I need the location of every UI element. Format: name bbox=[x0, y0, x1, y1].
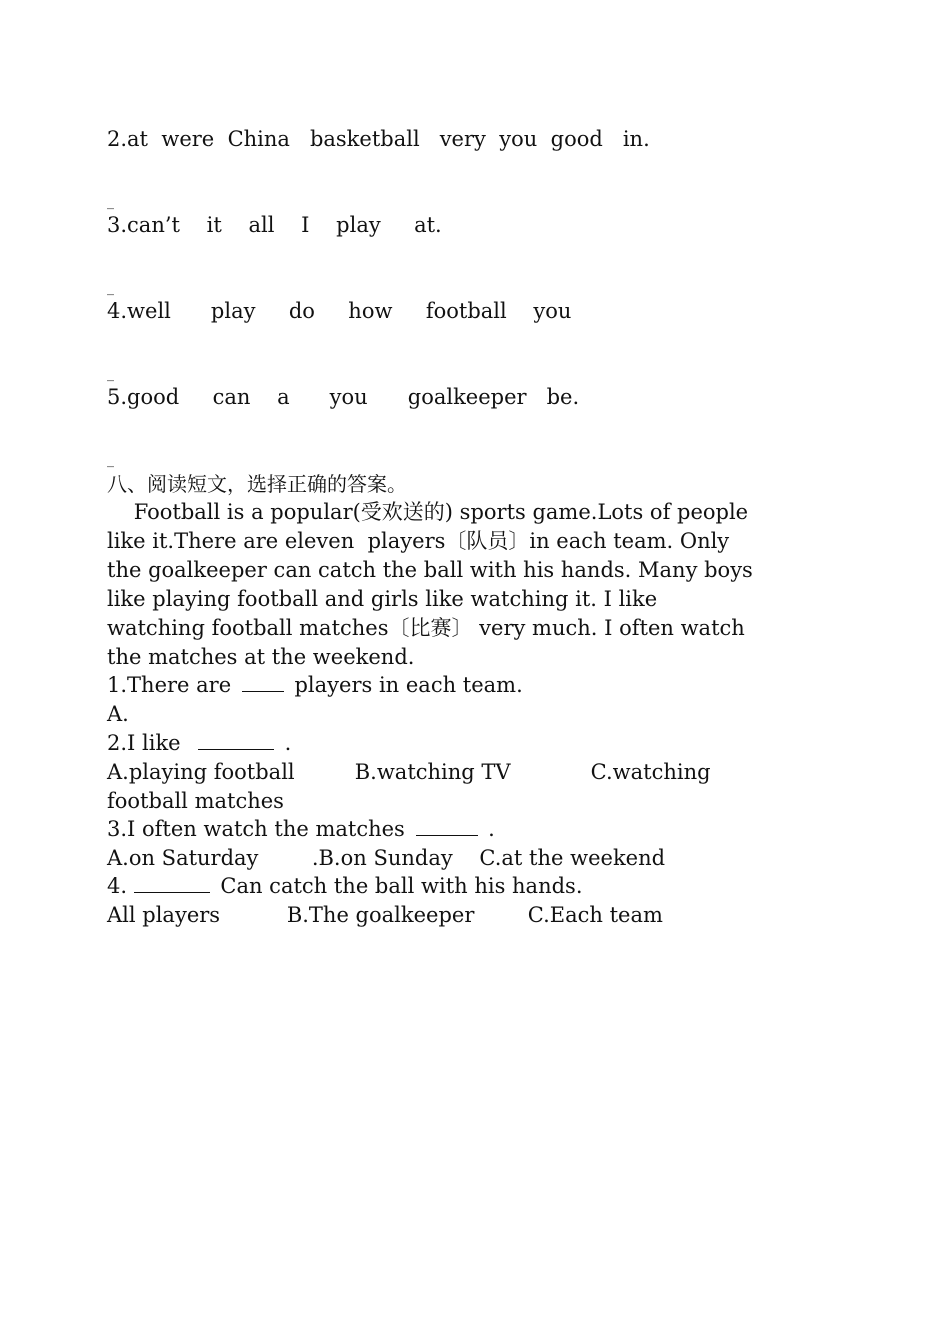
question-text: Can catch the ball with his hands. bbox=[213, 874, 583, 898]
question-text: 4. bbox=[107, 874, 134, 898]
question-2-options-wrap: football matches bbox=[107, 789, 284, 813]
reorder-item-4: 4.well play do how football you bbox=[107, 299, 572, 323]
question-1 bbox=[107, 671, 523, 700]
reorder-item-3: 3.can’t it all I play at. bbox=[107, 213, 442, 237]
passage-line: like it.There are eleven players〔队员〕in each team. Only bbox=[107, 529, 730, 553]
answer-blank[interactable] bbox=[134, 891, 210, 893]
passage-line: like playing football and girls like watching it. I like bbox=[107, 587, 658, 611]
answer-blank[interactable] bbox=[416, 834, 478, 836]
passage-line: watching football matches〔比赛〕 very much. I often watch bbox=[107, 616, 745, 640]
passage-line: the matches at the weekend. bbox=[107, 645, 415, 669]
question-4-options: All players B.The goalkeeper C.Each team bbox=[107, 903, 663, 927]
answer-line: _ bbox=[107, 280, 114, 296]
question-4 bbox=[107, 872, 583, 901]
answer-line: _ bbox=[107, 194, 114, 210]
question-text: 3.I often watch the matches bbox=[107, 817, 412, 841]
question-2 bbox=[107, 729, 291, 758]
answer-blank[interactable] bbox=[242, 690, 284, 692]
passage-line: Football is a popular(受欢送的) sports game.Lots of people bbox=[107, 500, 749, 524]
passage-line: the goalkeeper can catch the ball with his hands. Many boys bbox=[107, 558, 753, 582]
question-3 bbox=[107, 815, 495, 844]
question-text: players in each team. bbox=[287, 673, 523, 697]
question-text: . bbox=[481, 817, 495, 841]
reorder-item-2: 2.at were China basketball very you good in. bbox=[107, 127, 650, 151]
question-text: 1.There are bbox=[107, 673, 238, 697]
question-text: 2.I like bbox=[107, 731, 194, 755]
answer-blank[interactable] bbox=[198, 748, 274, 750]
section-heading: 八、阅读短文，选择正确的答案。 bbox=[107, 472, 407, 496]
question-2-options: A.playing football B.watching TV C.watching bbox=[107, 760, 711, 784]
question-3-options: A.on Saturday .B.on Sunday C.at the weekend bbox=[107, 846, 666, 870]
question-1-options: A. bbox=[107, 702, 129, 726]
reorder-item-5: 5.good can a you goalkeeper be. bbox=[107, 385, 580, 409]
question-text: . bbox=[277, 731, 292, 755]
answer-line: _ bbox=[107, 452, 114, 468]
answer-line: _ bbox=[107, 366, 114, 382]
